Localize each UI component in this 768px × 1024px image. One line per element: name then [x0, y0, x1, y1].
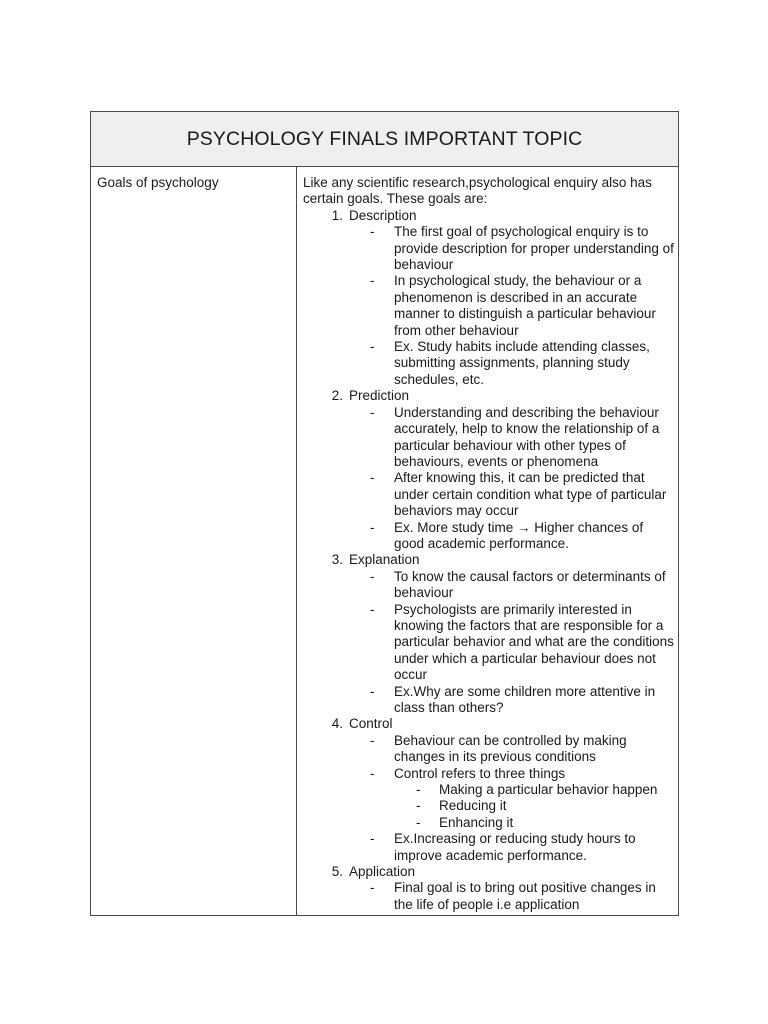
bullet-point [303, 273, 674, 339]
bullet-text: Understanding and describing the behaviour accurately, help to know the relationship of a particular behaviour with other types of behaviours, events or phenomena [394, 404, 660, 469]
dash-bullet-icon: - [370, 224, 375, 240]
goal-item [303, 716, 678, 732]
bullet-text: To know the causal factors or determinants of behaviour [394, 568, 666, 601]
bullet-point [303, 569, 674, 602]
bullet-point [303, 766, 674, 782]
topic-label: Goals of psychology [97, 175, 219, 190]
dash-bullet-icon: - [370, 601, 375, 617]
goal-number: 1. [331, 207, 343, 223]
dash-bullet-icon: - [370, 273, 375, 289]
goal-item [303, 552, 678, 568]
sub-bullet-text: Reducing it [439, 798, 507, 814]
dash-bullet-icon: - [370, 339, 375, 355]
dash-bullet-icon: - [370, 568, 375, 584]
bullet-text: After knowing this, it can be predicted that under certain condition what type of particular behaviors may occur [394, 470, 667, 519]
goal-number: 5. [331, 864, 343, 880]
bullet-point [303, 880, 674, 913]
goal-number: 4. [331, 716, 343, 732]
dash-bullet-icon: - [370, 765, 375, 781]
bullet-point [303, 602, 674, 684]
goal-number: 2. [331, 388, 343, 404]
bullet-text: Final goal is to bring out positive changes in the life of people i.e application [394, 880, 656, 912]
goal-label: Control [349, 716, 393, 732]
bullet-text: Ex. Study habits include attending classes, submitting assignments, planning study schedules, etc. [394, 339, 650, 387]
goal-label: Application [349, 864, 416, 880]
document-title: PSYCHOLOGY FINALS IMPORTANT TOPIC [186, 127, 583, 150]
goal-label: Prediction [349, 388, 410, 404]
bullet-point [303, 470, 674, 519]
topic-table [90, 111, 679, 916]
sub-bullet-point [303, 798, 678, 814]
content-cell [297, 167, 678, 916]
dash-bullet-icon: - [370, 519, 375, 535]
dash-bullet-icon: - [416, 798, 421, 814]
bullet-point [303, 405, 674, 471]
dash-bullet-icon: - [370, 404, 375, 420]
bullet-text: Ex. More study time → Higher chances of good academic performance. [394, 519, 644, 551]
dash-bullet-icon: - [416, 814, 421, 830]
bullet-text: Behaviour can be controlled by making changes in its previous conditions [394, 732, 627, 765]
goal-item [303, 388, 678, 404]
dash-bullet-icon: - [370, 880, 375, 896]
goal-label: Explanation [349, 552, 420, 568]
sub-bullet-point [303, 815, 678, 831]
dash-bullet-icon: - [370, 831, 375, 847]
goal-number: 3. [331, 552, 343, 568]
dash-bullet-icon: - [416, 782, 421, 798]
sub-bullet-text: Enhancing it [439, 814, 514, 830]
table-body-row [91, 167, 678, 916]
bullet-text: The first goal of psychological enquiry is to provide description for proper understanding of behaviour [394, 224, 674, 273]
goals-list [303, 208, 678, 913]
bullet-point [303, 733, 674, 766]
sub-bullet-text: Making a particular behavior happen [439, 782, 658, 798]
bullet-point [303, 520, 674, 553]
bullet-point [303, 831, 674, 864]
bullet-text: In psychological study, the behaviour or a phenomenon is described in an accurate manner to distinguish a particular behaviour from other behaviour [394, 273, 656, 338]
table-title-row [91, 112, 678, 167]
dash-bullet-icon: - [370, 683, 375, 699]
intro-text: Like any scientific research,psychological enquiry also has certain goals. These goals are: [303, 175, 652, 207]
bullet-text: Psychologists are primarily interested in knowing the factors that are responsible for a particular behavior and what are the conditions under which a particular behaviour does not occur [394, 601, 674, 683]
bullet-point [303, 224, 674, 273]
bullet-text: Ex.Increasing or reducing study hours to improve academic performance. [394, 831, 636, 863]
bullet-text: Control refers to three things [394, 765, 566, 781]
bullet-point [303, 684, 674, 717]
dash-bullet-icon: - [370, 470, 375, 486]
bullet-text: Ex.Why are some children more attentive in class than others? [394, 683, 656, 715]
sub-bullet-point [303, 782, 678, 798]
bullet-point [303, 339, 674, 388]
goal-label: Description [349, 207, 417, 223]
goal-item [303, 208, 678, 224]
dash-bullet-icon: - [370, 732, 375, 748]
goal-item [303, 864, 678, 880]
topic-cell [91, 167, 297, 916]
